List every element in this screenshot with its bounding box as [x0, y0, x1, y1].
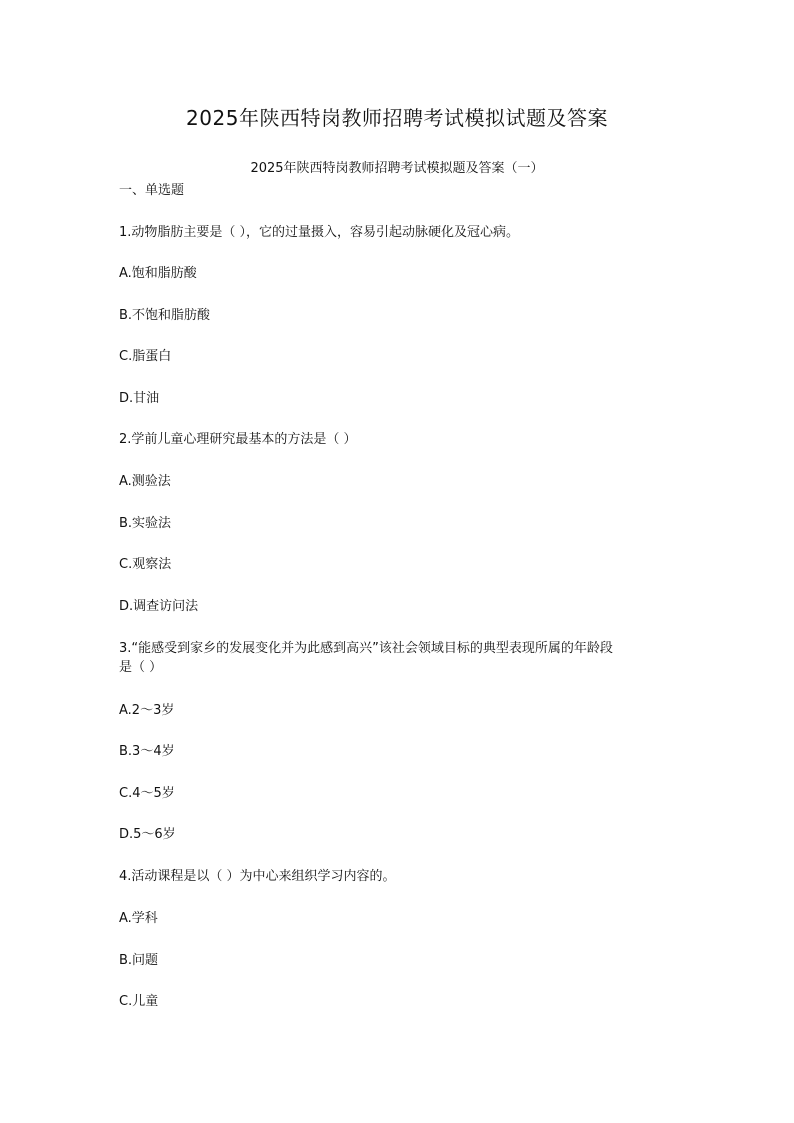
question-3-option-b: B.3～4岁 [119, 744, 175, 759]
question-4-option-c: C.儿童 [119, 994, 159, 1009]
question-2-option-c: C.观察法 [119, 557, 172, 572]
question-2-stem: 2.学前儿童心理研究最基本的方法是（ ） [119, 432, 357, 447]
question-2-option-a: A.测验法 [119, 474, 171, 489]
question-4-option-a: A.学科 [119, 911, 158, 926]
question-4-stem: 4.活动课程是以（ ）为中心来组织学习内容的。 [119, 869, 396, 884]
question-1-option-b: B.不饱和脂肪酸 [119, 308, 211, 323]
question-3-stem-line-2: 是（ ） [119, 660, 163, 675]
question-4-option-b: B.问题 [119, 953, 159, 968]
section-heading: 一、单选题 [119, 183, 185, 198]
question-1-option-d: D.甘油 [119, 391, 160, 406]
question-2-option-d: D.调查访问法 [119, 599, 199, 614]
document-title: 2025年陕西特岗教师招聘考试模拟试题及答案 [186, 106, 608, 130]
question-3-option-a: A.2～3岁 [119, 703, 175, 718]
document-subtitle: 2025年陕西特岗教师招聘考试模拟题及答案（一） [250, 161, 544, 176]
question-1-option-c: C.脂蛋白 [119, 349, 172, 364]
question-3-stem-line-1: 3.“能感受到家乡的发展变化并为此感到高兴”该社会领域目标的典型表现所属的年龄段 [119, 641, 613, 656]
question-2-option-b: B.实验法 [119, 516, 172, 531]
question-3-option-d: D.5～6岁 [119, 827, 176, 842]
question-3-option-c: C.4～5岁 [119, 786, 175, 801]
question-1-option-a: A.饱和脂肪酸 [119, 266, 197, 281]
question-1-stem: 1.动物脂肪主要是（ ），它的过量摄入，容易引起动脉硬化及冠心病。 [119, 225, 520, 240]
